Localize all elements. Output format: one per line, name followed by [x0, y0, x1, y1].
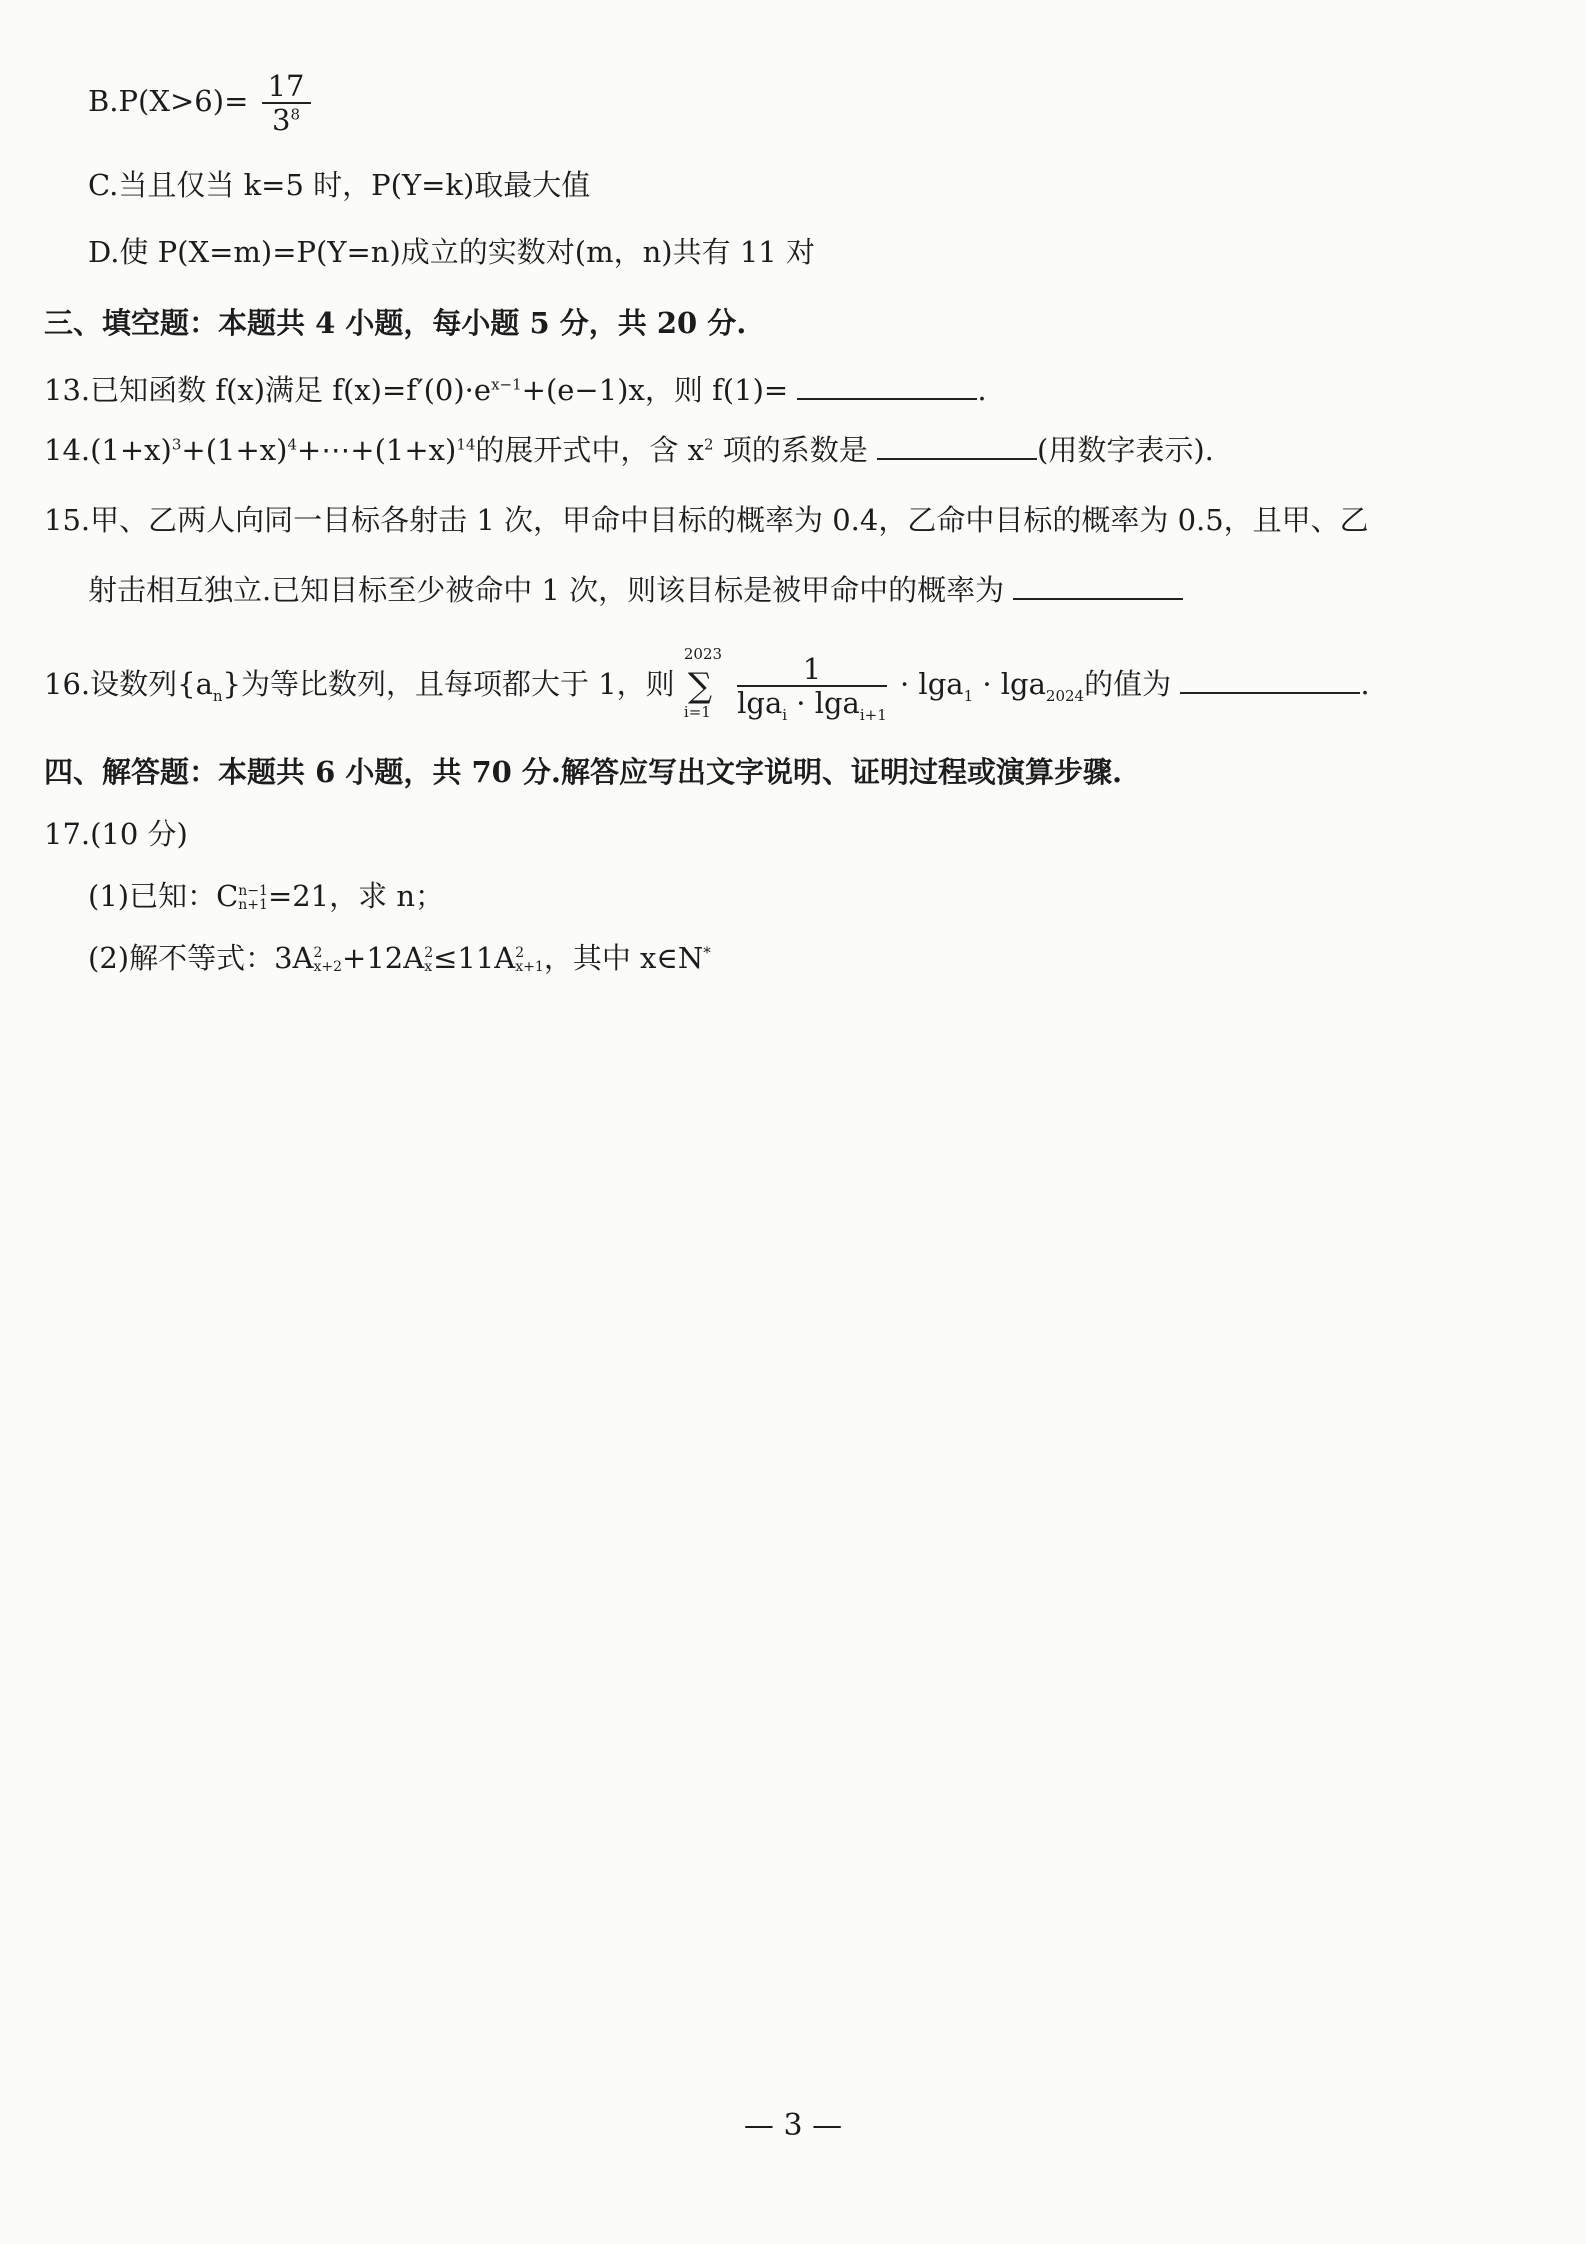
- q14-answer-blank: [877, 432, 1037, 460]
- section-4-heading: 四、解答题：本题共 6 小题，共 70 分.解答应写出文字说明、证明过程或演算步骤.: [44, 755, 1123, 789]
- q17-part2-scripts-2: [424, 946, 433, 974]
- option-b-fraction: [262, 70, 311, 136]
- q17-part2-a: (2)解不等式：3A: [88, 941, 314, 975]
- question-17-title: 17.(10 分): [44, 817, 188, 851]
- q14-exp-2: 4: [287, 435, 297, 454]
- question-15-line-2: [88, 570, 1183, 610]
- q13-end: .: [977, 373, 987, 407]
- q16-fraction: [737, 652, 887, 724]
- q16-end: .: [1360, 667, 1370, 701]
- q16-sub-1: 1: [963, 686, 974, 705]
- q16-sub-2024: 2024: [1045, 686, 1085, 705]
- question-13: [44, 370, 987, 410]
- q17-part2-b2: x: [424, 959, 433, 975]
- q14-part-3: +⋯+(1+x): [296, 433, 457, 467]
- q16-after-2: · lga: [973, 667, 1046, 701]
- q16-frac-denominator: [737, 686, 887, 724]
- q17-part2-scripts-3: [515, 946, 544, 974]
- q17-part2-e: ，其中 x∈N: [543, 941, 704, 975]
- q14-end: (用数字表示).: [1037, 433, 1214, 467]
- q13-exponent: x−1: [491, 375, 522, 394]
- q14-part-5: 项的系数是: [722, 433, 868, 467]
- option-b-numerator: 17: [262, 70, 311, 104]
- q13-text-b: +(e−1)x，则 f(1)=: [521, 373, 789, 407]
- q17-part1-sub: n+1: [238, 897, 268, 913]
- option-b: [88, 70, 315, 136]
- q14-part-4: 的展开式中，含 x: [475, 433, 704, 467]
- q13-text-a: 13.已知函数 f(x)满足 f(x)=f′(0)·e: [44, 373, 492, 407]
- option-b-den-base: 3: [272, 103, 291, 137]
- q16-after: · lga: [900, 667, 964, 701]
- q16-den-a: lga: [737, 686, 783, 720]
- q16-prefix: 16.设数列{a: [44, 667, 213, 701]
- q14-exp-3: 14: [456, 435, 476, 454]
- q17-part1-a: (1)已知：C: [88, 879, 239, 913]
- sum-upper-limit: 2023: [683, 645, 723, 663]
- question-17-part-1: [88, 876, 444, 916]
- q17-part2-b3: x+1: [515, 959, 544, 975]
- q17-part2-d: ≤11A: [433, 941, 516, 975]
- question-17-part-2: [88, 938, 711, 978]
- q17-part1-sup: n−1: [238, 883, 268, 899]
- q16-frac-numerator: 1: [737, 653, 887, 687]
- q17-part2-s3: 2: [515, 945, 525, 961]
- q15-line-2-text: 射击相互独立.已知目标至少被命中 1 次，则该目标是被甲命中的概率为: [88, 573, 1005, 607]
- option-b-prefix: B.P(X>6)=: [88, 84, 249, 118]
- q17-part2-s1: 2: [313, 945, 323, 961]
- q17-part1-b: =21，求 n；: [267, 879, 445, 913]
- q16-den-sub-i1: i+1: [859, 705, 887, 724]
- q16-answer-blank: [1180, 666, 1360, 694]
- q13-answer-blank: [797, 372, 977, 400]
- section-3-heading: 三、填空题：本题共 4 小题，每小题 5 分，共 20 分.: [44, 306, 747, 340]
- q17-part1-scripts: [238, 884, 268, 912]
- option-b-denominator: [262, 104, 311, 136]
- q17-part2-s2: 2: [424, 945, 434, 961]
- q17-part2-star: *: [703, 943, 711, 962]
- q17-part2-c: +12A: [342, 941, 425, 975]
- q14-exp-4: 2: [704, 435, 714, 454]
- question-14: [44, 430, 1214, 470]
- q15-answer-blank: [1013, 572, 1183, 600]
- option-c: C.当且仅当 k=5 时，P(Y=k)取最大值: [88, 168, 591, 202]
- q14-exp-1: 3: [171, 435, 182, 454]
- summation-symbol: [683, 645, 724, 721]
- question-16: [44, 645, 1370, 724]
- q16-sub-n: n: [212, 686, 223, 705]
- page-number: — 3 —: [743, 2108, 843, 2143]
- q17-part2-b1: x+2: [313, 959, 343, 975]
- question-15-line-1: 15.甲、乙两人向同一目标各射击 1 次，甲命中目标的概率为 0.4，乙命中目标的概率为 0.5，且甲、乙: [44, 503, 1369, 537]
- q17-part2-scripts-1: [313, 946, 342, 974]
- q16-mid: }为等比数列，且每项都大于 1，则: [222, 667, 675, 701]
- q16-den-b: · lga: [787, 686, 860, 720]
- option-b-den-exp: 8: [290, 105, 301, 124]
- q16-tail: 的值为: [1084, 667, 1172, 701]
- option-d: D.使 P(X=m)=P(Y=n)成立的实数对(m，n)共有 11 对: [88, 235, 815, 269]
- sigma-glyph: ∑: [687, 666, 713, 706]
- q14-part-2: +(1+x): [181, 433, 288, 467]
- q14-part-1: 14.(1+x): [44, 433, 172, 467]
- sum-lower-limit: i=1: [683, 703, 711, 721]
- q16-den-sub-i: i: [782, 705, 788, 724]
